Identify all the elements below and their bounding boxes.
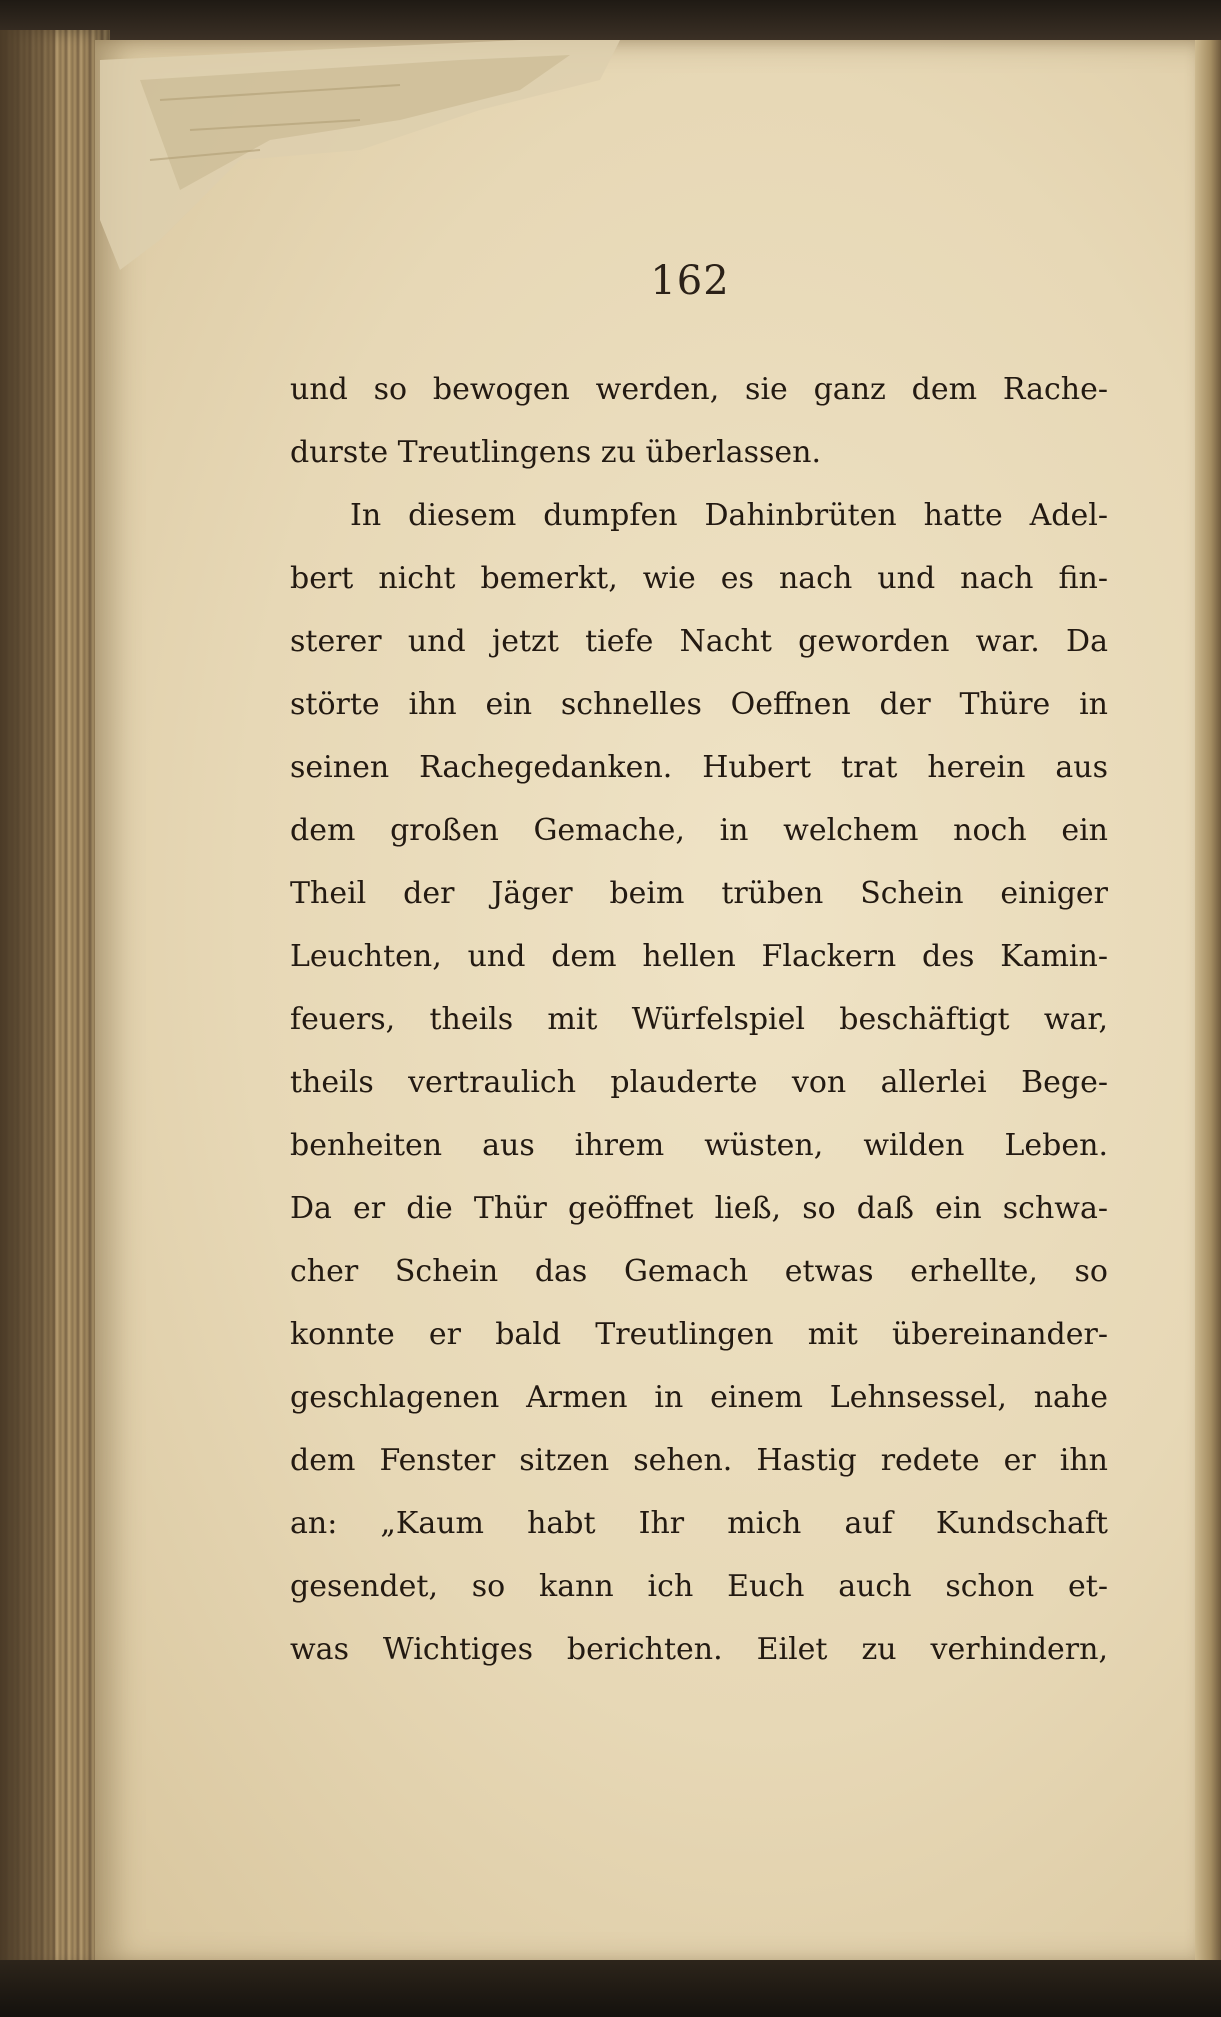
text-line: bert nicht bemerkt, wie es nach und nach fin- (290, 561, 1108, 596)
text-line: durste Treutlingens zu überlassen. (290, 435, 821, 470)
text-line: cher Schein das Gemach etwas erhellte, so (290, 1254, 1108, 1289)
text-line: konnte er bald Treutlingen mit übereinander- (290, 1317, 1108, 1352)
page-body-text (290, 358, 1108, 1681)
page-stack-edge (0, 30, 110, 1970)
text-line: sterer und jetzt tiefe Nacht geworden war. Da (290, 624, 1108, 659)
page-number: 162 (650, 258, 730, 304)
text-line: In diesem dumpfen Dahinbrüten hatte Adel- (350, 498, 1108, 533)
text-line: Theil der Jäger beim trüben Schein einiger (290, 876, 1108, 911)
text-line: an: „Kaum habt Ihr mich auf Kundschaft (290, 1506, 1108, 1541)
book-bottom-edge (0, 1960, 1221, 2017)
book-top-edge (0, 0, 1221, 40)
text-line: störte ihn ein schnelles Oeffnen der Thüre in (290, 687, 1108, 722)
text-line: dem Fenster sitzen sehen. Hastig redete er ihn (290, 1443, 1108, 1478)
text-line: Da er die Thür geöffnet ließ, so daß ein schwa- (290, 1191, 1108, 1226)
text-line: was Wichtiges berichten. Eilet zu verhindern, (290, 1632, 1108, 1667)
folded-corner-paper (100, 40, 620, 270)
text-line: Leuchten, und dem hellen Flackern des Kamin- (290, 939, 1108, 974)
text-line: geschlagenen Armen in einem Lehnsessel, nahe (290, 1380, 1108, 1415)
text-line: gesendet, so kann ich Euch auch schon et- (290, 1569, 1108, 1604)
text-line: dem großen Gemache, in welchem noch ein (290, 813, 1108, 848)
text-line: theils vertraulich plauderte von allerlei Bege- (290, 1065, 1108, 1100)
text-line: und so bewogen werden, sie ganz dem Rache- (290, 372, 1108, 407)
text-line: benheiten aus ihrem wüsten, wilden Leben. (290, 1128, 1108, 1163)
page-right-edge (1195, 40, 1221, 1965)
text-line: feuers, theils mit Würfelspiel beschäftigt war, (290, 1002, 1108, 1037)
text-line: seinen Rachegedanken. Hubert trat herein aus (290, 750, 1108, 785)
